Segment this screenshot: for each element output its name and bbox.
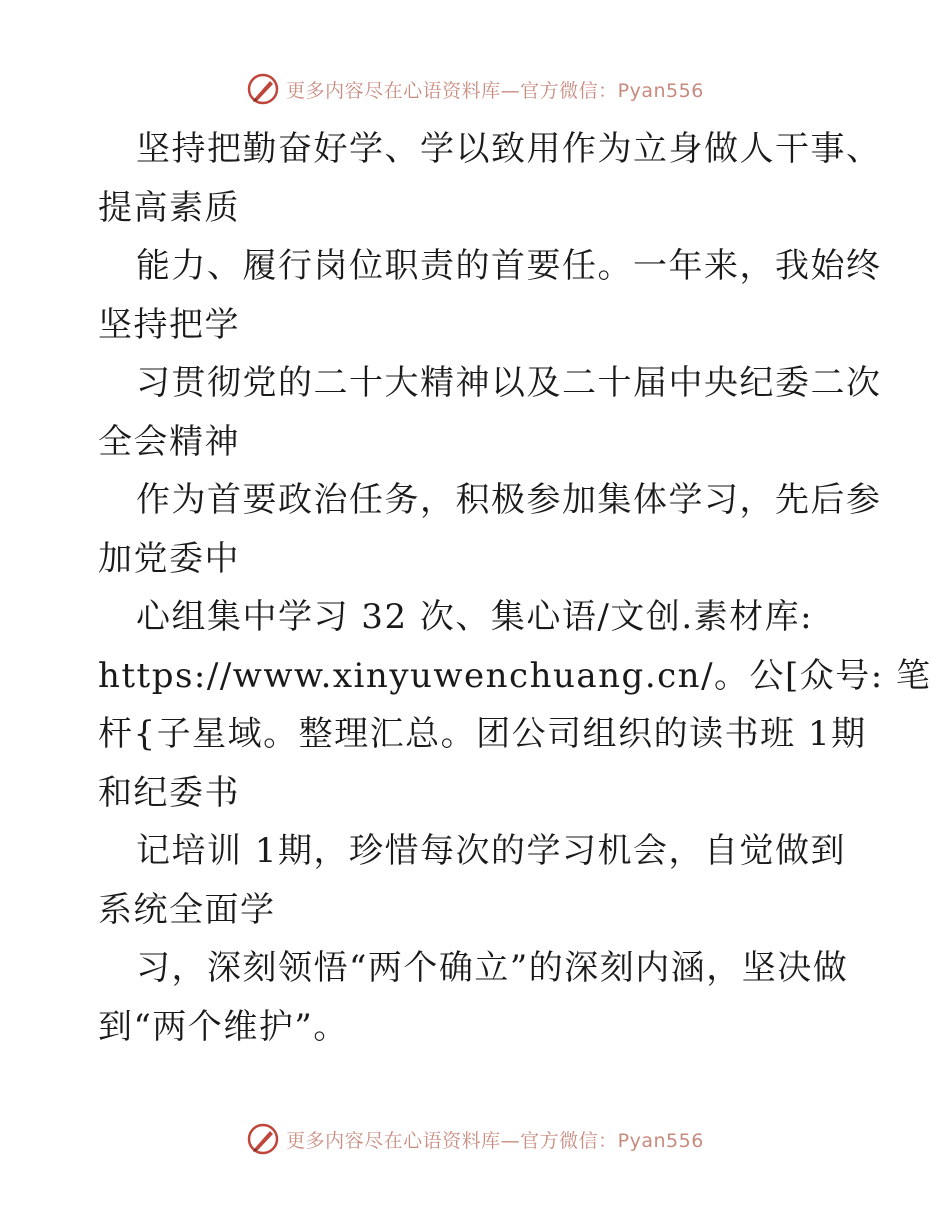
body-text-line: 作为首要政治任务，积极参加集体学习，先后参 bbox=[136, 480, 882, 520]
pen-logo-icon bbox=[246, 72, 280, 106]
body-text-line: 坚持把勤奋好学、学以致用作为立身做人干事、 bbox=[136, 129, 882, 169]
document-body bbox=[98, 120, 932, 1056]
footer-watermark bbox=[0, 1122, 950, 1156]
body-text-line: 系统全面学 bbox=[98, 889, 276, 930]
header-watermark bbox=[0, 72, 950, 106]
body-text-line: 心组集中学习 32 次、集心语/文创.素材库: bbox=[136, 597, 814, 637]
watermark-text: 更多内容尽在心语资料库—官方微信：Pyan556 bbox=[286, 1129, 704, 1152]
body-text-line: 习，深刻领悟“两个确立”的深刻内涵，坚决做 bbox=[136, 948, 849, 988]
pen-logo-icon bbox=[246, 1122, 280, 1156]
body-text-line: 记培训 1期，珍惜每次的学习机会，自觉做到 bbox=[136, 831, 846, 871]
watermark-text: 更多内容尽在心语资料库—官方微信：Pyan556 bbox=[286, 79, 704, 102]
body-text-line: 能力、履行岗位职责的首要任。一年来，我始终 bbox=[136, 246, 882, 286]
body-text-line: 和纪委书 bbox=[98, 772, 240, 813]
body-text-line: https://www.xinyuwenchuang.cn/。公[众号: 笔 bbox=[98, 655, 932, 696]
body-text-line: 全会精神 bbox=[98, 421, 240, 462]
body-text-line: 杆{子星域。整理汇总。团公司组织的读书班 1期 bbox=[98, 714, 867, 754]
body-text-line: 习贯彻党的二十大精神以及二十届中央纪委二次 bbox=[136, 363, 882, 403]
body-text-line: 坚持把学 bbox=[98, 304, 240, 345]
body-text-line: 到“两个维护”。 bbox=[98, 1006, 349, 1047]
body-text-line: 加党委中 bbox=[98, 538, 240, 579]
body-text-line: 提高素质 bbox=[98, 187, 240, 228]
